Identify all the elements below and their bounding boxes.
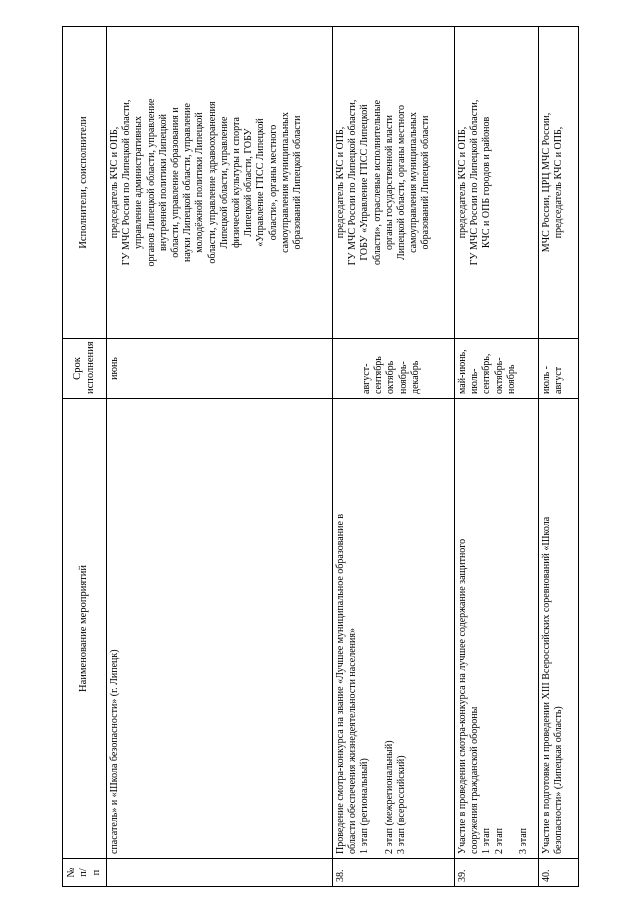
header-number: № п/ п [63,859,107,887]
header-executors: Исполнители, соисполнители [63,27,107,339]
row-number: 39. [455,859,539,887]
event-executors: председатель КЧС и ОПБ, ГУ МЧС России по Липецкой области, КЧС и ОПБ городов и районов [455,27,539,339]
event-executors: МЧС России, ЦРЦ МЧС России, председатель КЧС и ОПБ, [539,27,579,339]
header-event-name: Наименование мероприятий [63,399,107,859]
table-row [455,27,539,887]
event-name: Участие в подготовке и проведении XIII Всероссийских соревнований «Школа безопасности» (Липецкая область) [539,399,579,859]
event-executors: председатель КЧС и ОПБ, ГУ МЧС России по Липецкой области, ГОБУ «Управление ГПСС Липецкой области», отраслевые исполнительные органы государственной власти Липецкой области, органы местного самоуправления муниципальных образований Липецкой области [333,27,455,339]
table-row [107,27,333,887]
header-term: Срок исполнения [63,339,107,399]
event-name: спасатель» и «Школа безопасности» (г. Липецк) [107,399,333,859]
event-term: август- сентябрь октябрь ноябрь- декабрь [333,339,455,399]
events-table [62,26,579,887]
event-name: Проведение смотра-конкурса на звание «Лучшее муниципальное образование в области обеспечения жизнедеятельности населения» 1 этап (региональный) 2 этап (межрегиональный) 3 этап (всероссийский) [333,399,455,859]
table-row [539,27,579,887]
row-number: 38. [333,859,455,887]
event-term: июль - август [539,339,579,399]
table-row [333,27,455,887]
event-term: май-июнь, июль- сентябрь, октябрь- ноябрь [455,339,539,399]
row-number [107,859,333,887]
table-header-row [63,27,107,887]
event-executors: председатель КЧС и ОПБ, ГУ МЧС России по Липецкой области, управление административных органов Липецкой области, управление внутренней политики Липецкой области, управление образования и науки Липецкой области, управление молодёжной политики Липецкой области, управление здравоохранения Липецкой области, управление физической культуры и спорта Липецкой области, ГОБУ «Управление ГПСС Липецкой области», органы местного самоуправления муниципальных образований Липецкой области [107,27,333,339]
event-name: Участие в проведении смотра-конкурса на лучшее содержание защитного сооружения гражданской обороны 1 этап 2 этап 3 этап [455,399,539,859]
event-term: июнь [107,339,333,399]
row-number: 40. [539,859,579,887]
